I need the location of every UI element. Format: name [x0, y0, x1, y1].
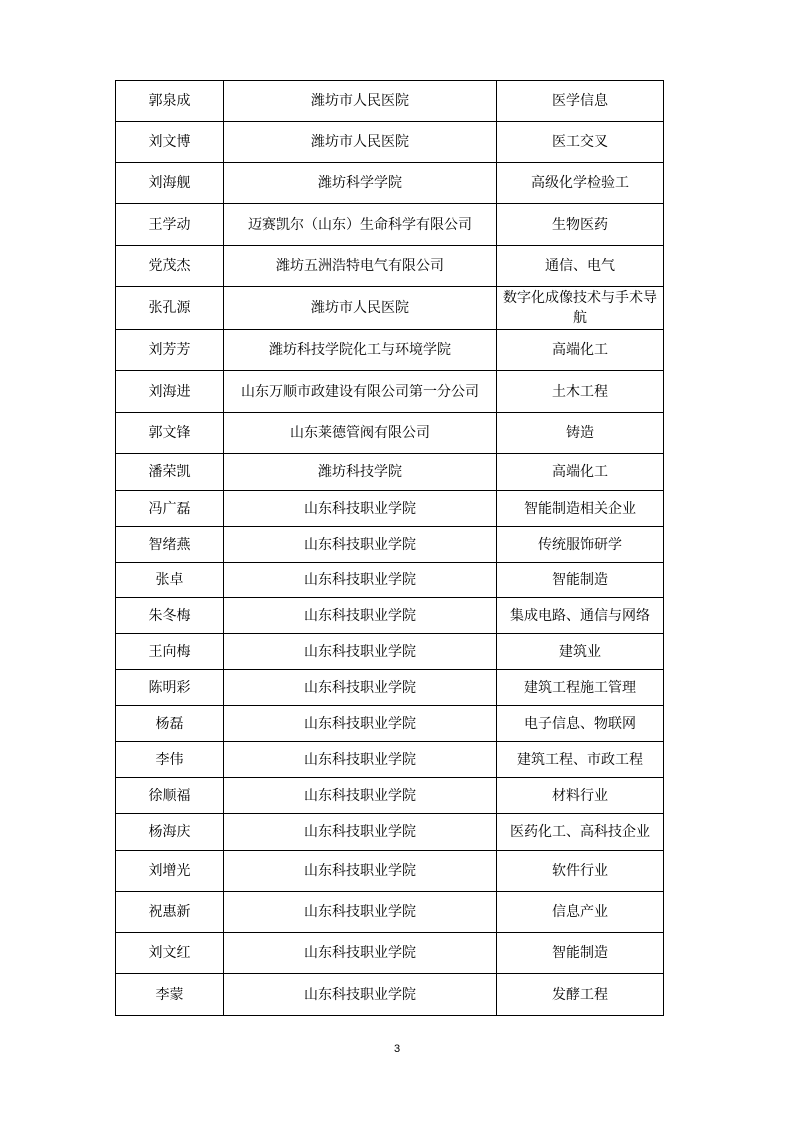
field-cell: 通信、电气: [497, 246, 664, 287]
table-row: [116, 163, 664, 204]
table-row: [116, 563, 664, 598]
field-cell: 发酵工程: [497, 974, 664, 1016]
field-cell: 软件行业: [497, 851, 664, 892]
field-cell: 电子信息、物联网: [497, 706, 664, 742]
organization-cell: 山东科技职业学院: [224, 742, 497, 778]
organization-cell: 潍坊科技学院: [224, 454, 497, 491]
field-cell: 铸造: [497, 413, 664, 454]
organization-cell: 潍坊市人民医院: [224, 81, 497, 122]
name-cell: 刘芳芳: [116, 330, 224, 371]
name-cell: 李蒙: [116, 974, 224, 1016]
expert-table: [115, 80, 664, 1016]
page-number: 3: [393, 1043, 401, 1055]
name-cell: 刘海舰: [116, 163, 224, 204]
field-cell: 高级化学检验工: [497, 163, 664, 204]
table-row: [116, 287, 664, 330]
field-cell: 智能制造: [497, 933, 664, 974]
table-row: [116, 974, 664, 1016]
field-cell: 智能制造: [497, 563, 664, 598]
name-cell: 张孔源: [116, 287, 224, 330]
name-cell: 王学动: [116, 204, 224, 246]
organization-cell: 潍坊市人民医院: [224, 287, 497, 330]
field-cell: 高端化工: [497, 330, 664, 371]
table-row: [116, 413, 664, 454]
organization-cell: 山东科技职业学院: [224, 933, 497, 974]
name-cell: 杨海庆: [116, 814, 224, 851]
organization-cell: 山东科技职业学院: [224, 563, 497, 598]
organization-cell: 山东科技职业学院: [224, 974, 497, 1016]
field-cell: 建筑工程施工管理: [497, 670, 664, 706]
table-row: [116, 330, 664, 371]
organization-cell: 山东莱德管阀有限公司: [224, 413, 497, 454]
field-cell: 集成电路、通信与网络: [497, 598, 664, 634]
organization-cell: 山东科技职业学院: [224, 670, 497, 706]
organization-cell: 迈赛凯尔（山东）生命科学有限公司: [224, 204, 497, 246]
name-cell: 刘文博: [116, 122, 224, 163]
organization-cell: 山东科技职业学院: [224, 706, 497, 742]
organization-cell: 潍坊科学学院: [224, 163, 497, 204]
table-row: [116, 706, 664, 742]
organization-cell: 山东科技职业学院: [224, 491, 497, 527]
field-cell: 高端化工: [497, 454, 664, 491]
name-cell: 党茂杰: [116, 246, 224, 287]
field-cell: 医工交叉: [497, 122, 664, 163]
name-cell: 祝惠新: [116, 892, 224, 933]
name-cell: 朱冬梅: [116, 598, 224, 634]
table-body: [116, 81, 664, 1016]
field-cell: 智能制造相关企业: [497, 491, 664, 527]
name-cell: 郭文锋: [116, 413, 224, 454]
table-row: [116, 892, 664, 933]
name-cell: 王向梅: [116, 634, 224, 670]
table-row: [116, 742, 664, 778]
table-row: [116, 246, 664, 287]
organization-cell: 山东科技职业学院: [224, 778, 497, 814]
table-row: [116, 81, 664, 122]
organization-cell: 山东万顺市政建设有限公司第一分公司: [224, 371, 497, 413]
name-cell: 潘荣凯: [116, 454, 224, 491]
table-row: [116, 371, 664, 413]
field-cell: 建筑业: [497, 634, 664, 670]
organization-cell: 潍坊科技学院化工与环境学院: [224, 330, 497, 371]
organization-cell: 山东科技职业学院: [224, 851, 497, 892]
table-row: [116, 204, 664, 246]
field-cell: 材料行业: [497, 778, 664, 814]
table-row: [116, 122, 664, 163]
organization-cell: 潍坊市人民医院: [224, 122, 497, 163]
organization-cell: 山东科技职业学院: [224, 814, 497, 851]
table-row: [116, 814, 664, 851]
field-cell: 信息产业: [497, 892, 664, 933]
organization-cell: 山东科技职业学院: [224, 634, 497, 670]
field-cell: 医药化工、高科技企业: [497, 814, 664, 851]
organization-cell: 山东科技职业学院: [224, 527, 497, 563]
table-row: [116, 933, 664, 974]
field-cell: 生物医药: [497, 204, 664, 246]
name-cell: 冯广磊: [116, 491, 224, 527]
name-cell: 杨磊: [116, 706, 224, 742]
organization-cell: 山东科技职业学院: [224, 892, 497, 933]
field-cell: 医学信息: [497, 81, 664, 122]
organization-cell: 山东科技职业学院: [224, 598, 497, 634]
name-cell: 李伟: [116, 742, 224, 778]
table-row: [116, 491, 664, 527]
field-cell: 土木工程: [497, 371, 664, 413]
table-row: [116, 598, 664, 634]
table-row: [116, 634, 664, 670]
name-cell: 陈明彩: [116, 670, 224, 706]
table-row: [116, 527, 664, 563]
name-cell: 郭泉成: [116, 81, 224, 122]
field-cell: 数字化成像技术与手术导航: [497, 287, 664, 330]
table-row: [116, 454, 664, 491]
name-cell: 张卓: [116, 563, 224, 598]
field-cell: 建筑工程、市政工程: [497, 742, 664, 778]
field-cell: 传统服饰研学: [497, 527, 664, 563]
name-cell: 智绪燕: [116, 527, 224, 563]
name-cell: 徐顺福: [116, 778, 224, 814]
table-row: [116, 670, 664, 706]
name-cell: 刘海进: [116, 371, 224, 413]
table-row: [116, 851, 664, 892]
organization-cell: 潍坊五洲浩特电气有限公司: [224, 246, 497, 287]
name-cell: 刘文红: [116, 933, 224, 974]
name-cell: 刘增光: [116, 851, 224, 892]
table-row: [116, 778, 664, 814]
